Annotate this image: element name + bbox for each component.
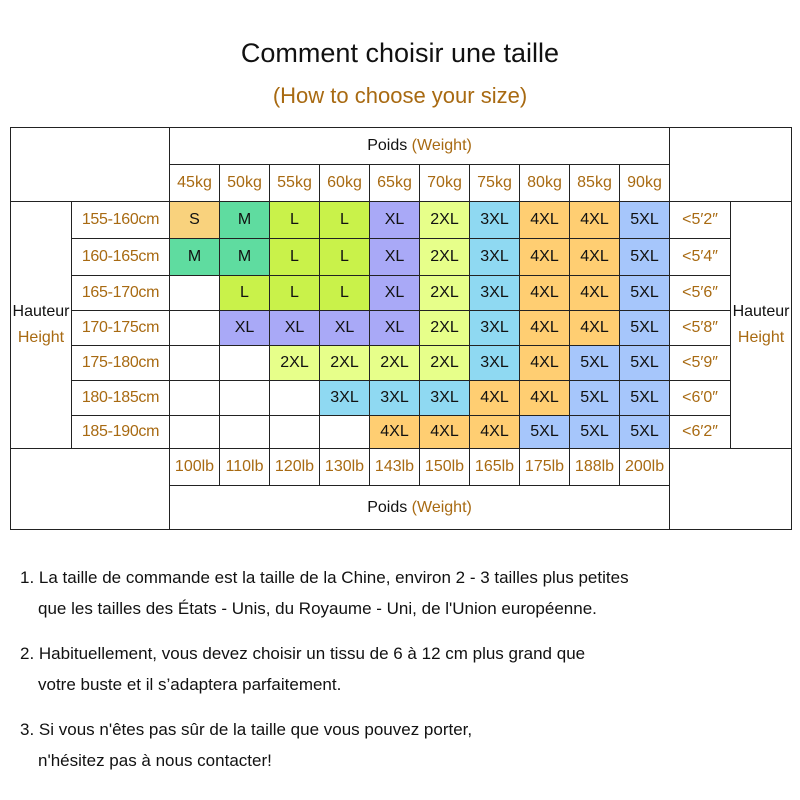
height-cm-cell: 170-175cm [72,311,170,346]
size-cell: 2XL [420,346,470,381]
weight-lb-cell: 165lb [470,449,520,486]
size-cell: XL [270,311,320,346]
size-cell: 4XL [370,416,420,449]
weight-header-fr: Poids [367,498,408,516]
size-cell: 2XL [320,346,370,381]
size-cell: M [220,202,270,239]
note-item [20,562,790,624]
size-cell: M [170,239,220,276]
size-cell: 2XL [270,346,320,381]
weight-kg-cell: 75kg [470,165,520,202]
size-cell: M [220,239,270,276]
height-cm-cell: 165-170cm [72,276,170,311]
height-label-left [11,202,72,449]
corner-cell-bottom-left [11,449,170,530]
height-ft-cell: <5′4″ [670,239,731,276]
weight-kg-cell: 90kg [620,165,670,202]
size-cell: 4XL [520,276,570,311]
height-ft-cell: <5′6″ [670,276,731,311]
weight-lb-cell: 110lb [220,449,270,486]
weight-header-top [170,128,670,165]
size-cell: 2XL [420,276,470,311]
empty-size-cell [170,381,220,416]
height-cm-cell: 175-180cm [72,346,170,381]
weight-kg-cell: 70kg [420,165,470,202]
weight-header-en: (Weight) [411,498,472,516]
size-cell: 4XL [520,239,570,276]
height-row [11,311,792,346]
size-cell: 5XL [620,202,670,239]
size-cell: L [320,239,370,276]
size-cell: S [170,202,220,239]
note-item [20,714,790,776]
note-line: n'hésitez pas à nous contacter! [38,751,272,770]
height-row [11,276,792,311]
size-cell: 5XL [570,381,620,416]
weight-lb-row [11,449,792,486]
height-ft-cell: <6′0″ [670,381,731,416]
corner-cell-top-left [11,128,170,202]
empty-size-cell [320,416,370,449]
empty-size-cell [170,346,220,381]
height-ft-cell: <5′8″ [670,311,731,346]
size-cell: XL [370,311,420,346]
empty-size-cell [220,346,270,381]
size-cell: 3XL [470,239,520,276]
size-cell: 5XL [620,239,670,276]
height-label-en: Height [17,329,65,346]
note-line: 2. Habituellement, vous devez choisir un tissu de 6 à 12 cm plus grand que [20,644,586,663]
height-cm-cell: 180-185cm [72,381,170,416]
size-cell: 2XL [420,311,470,346]
height-ft-cell: <6′2″ [670,416,731,449]
size-cell: 5XL [570,416,620,449]
weight-lb-cell: 150lb [420,449,470,486]
size-cell: 5XL [620,276,670,311]
empty-size-cell [220,381,270,416]
size-cell: 5XL [570,346,620,381]
weight-kg-cell: 45kg [170,165,220,202]
empty-size-cell [270,416,320,449]
size-cell: 4XL [570,239,620,276]
notes-list [20,562,790,790]
size-cell: 5XL [620,416,670,449]
size-cell: 2XL [420,239,470,276]
weight-kg-cell: 60kg [320,165,370,202]
size-cell: 4XL [520,311,570,346]
size-cell: 3XL [320,381,370,416]
empty-size-cell [170,311,220,346]
size-cell: L [320,202,370,239]
size-cell: 5XL [620,346,670,381]
height-label-fr: Hauteur [732,303,790,320]
size-cell: 3XL [470,202,520,239]
size-cell: 3XL [470,276,520,311]
weight-header-bottom [170,486,670,530]
corner-cell-bottom-right [670,449,792,530]
note-line: 3. Si vous n'êtes pas sûr de la taille que vous pouvez porter, [20,720,473,739]
size-cell: 4XL [420,416,470,449]
height-ft-cell: <5′2″ [670,202,731,239]
weight-header-fr: Poids [367,137,408,154]
empty-size-cell [220,416,270,449]
weight-lb-cell: 200lb [620,449,670,486]
note-item [20,638,790,700]
size-cell: 2XL [420,202,470,239]
size-cell: 2XL [370,346,420,381]
size-cell: 5XL [620,311,670,346]
empty-size-cell [170,276,220,311]
height-label-fr: Hauteur [12,303,70,320]
weight-kg-cell: 65kg [370,165,420,202]
empty-size-cell [170,416,220,449]
height-cm-cell: 155-160cm [72,202,170,239]
size-cell: 3XL [470,311,520,346]
weight-kg-cell: 85kg [570,165,620,202]
size-cell: 4XL [520,346,570,381]
size-cell: L [320,276,370,311]
size-cell: 3XL [420,381,470,416]
size-cell: L [270,276,320,311]
size-cell: L [270,202,320,239]
height-ft-cell: <5′9″ [670,346,731,381]
page-title: Comment choisir une taille [240,38,560,68]
page-subtitle: (How to choose your size) [272,83,528,108]
size-cell: XL [320,311,370,346]
size-cell: 3XL [370,381,420,416]
weight-lb-cell: 130lb [320,449,370,486]
height-row [11,202,792,239]
size-cell: 4XL [470,416,520,449]
height-cm-cell: 160-165cm [72,239,170,276]
height-row [11,239,792,276]
weight-lb-cell: 188lb [570,449,620,486]
size-chart-table [10,127,792,530]
empty-size-cell [270,381,320,416]
size-cell: 5XL [520,416,570,449]
height-label-en: Height [737,329,785,346]
size-cell: XL [370,239,420,276]
weight-header-en: (Weight) [411,137,472,154]
size-cell: 4XL [520,202,570,239]
weight-lb-cell: 100lb [170,449,220,486]
size-cell: XL [220,311,270,346]
size-cell: 4XL [570,276,620,311]
height-row [11,346,792,381]
size-cell: L [270,239,320,276]
size-cell: 3XL [470,346,520,381]
size-cell: XL [370,202,420,239]
weight-kg-cell: 55kg [270,165,320,202]
weight-lb-cell: 175lb [520,449,570,486]
weight-kg-cell: 80kg [520,165,570,202]
weight-kg-cell: 50kg [220,165,270,202]
weight-lb-cell: 143lb [370,449,420,486]
size-cell: 4XL [570,311,620,346]
height-cm-cell: 185-190cm [72,416,170,449]
size-cell: XL [370,276,420,311]
note-line: que les tailles des États - Unis, du Royaume - Uni, de l'Union européenne. [38,599,597,618]
corner-cell-top-right [670,128,792,202]
size-cell: 4XL [520,381,570,416]
note-line: 1. La taille de commande est la taille de la Chine, environ 2 - 3 tailles plus petites [20,568,629,587]
weight-lb-cell: 120lb [270,449,320,486]
height-row [11,381,792,416]
height-label-right [731,202,792,449]
size-cell: 5XL [620,381,670,416]
note-line: votre buste et il s’adaptera parfaitement. [38,675,342,694]
size-cell: 4XL [570,202,620,239]
size-cell: 4XL [470,381,520,416]
size-cell: L [220,276,270,311]
size-grid [11,202,792,449]
height-row [11,416,792,449]
